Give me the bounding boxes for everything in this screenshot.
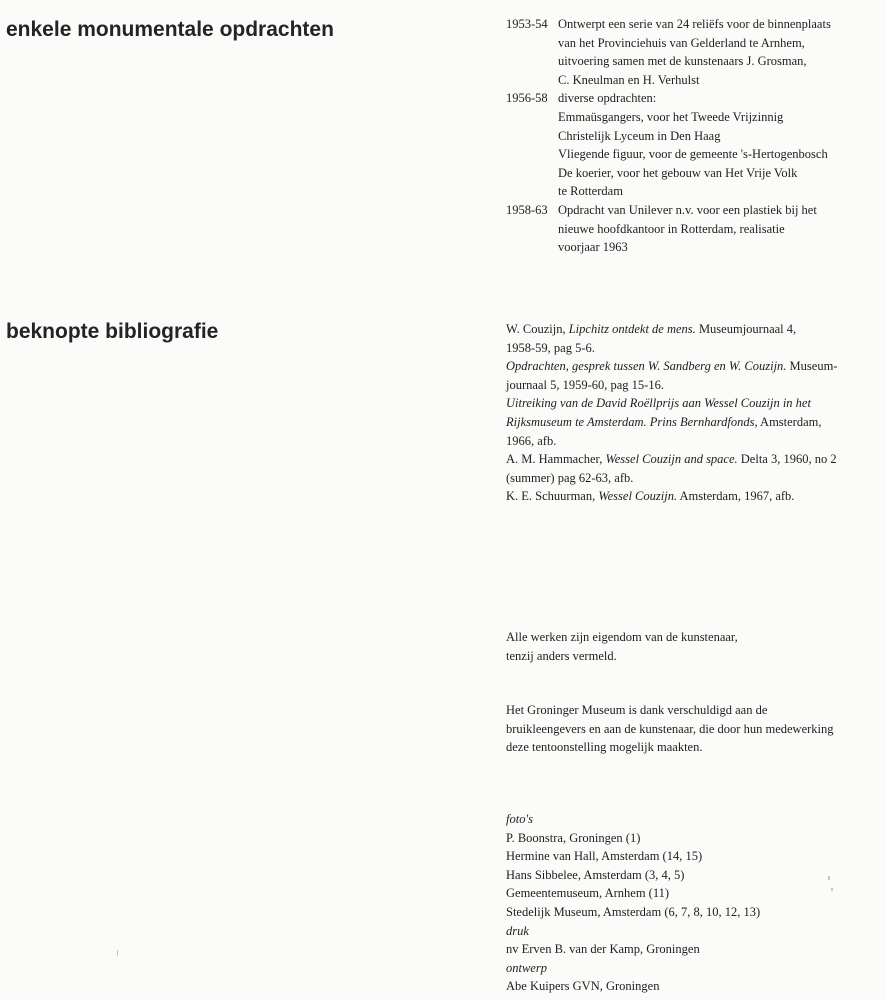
commissions-heading: enkele monumentale opdrachten [6, 18, 334, 41]
bib-source: Museum- [786, 359, 838, 374]
bibliography-list [506, 320, 878, 506]
bibliography-heading: beknopte bibliografie [6, 320, 219, 343]
bib-line: (summer) pag 62-63, afb. [506, 470, 634, 485]
bib-title: Uitreiking van de David Roëllprijs aan Wessel Couzijn in het [506, 396, 811, 411]
bib-author: K. E. Schuurman, [506, 489, 599, 504]
bib-title: Wessel Couzijn and space. [605, 452, 738, 467]
commission-years: 1953-54 [506, 17, 548, 31]
commission-line: van het Provinciehuis van Gelderland te Arnhem, [558, 35, 805, 50]
commission-line: C. Kneulman en H. Verhulst [558, 72, 700, 87]
commission-entry [506, 89, 878, 201]
bibliography-entry [506, 320, 878, 357]
bib-source: Amsterdam, [757, 414, 822, 429]
bib-source: Museumjournaal 4, [695, 322, 797, 336]
commission-line: Vliegende figuur, voor de gemeente 's-Hertogenbosch [558, 147, 828, 162]
commissions-list [506, 15, 878, 257]
photo-credit: Gemeentemuseum, Arnhem (11) [506, 886, 670, 901]
commission-line: nieuwe hoofdkantoor in Rotterdam, realisatie [558, 221, 785, 236]
bib-line: 1958-59, pag 5-6. [506, 340, 595, 355]
ownership-note [506, 628, 878, 665]
paper-speck [117, 950, 118, 956]
print-credit: nv Erven B. van der Kamp, Groningen [506, 942, 700, 957]
commission-line: Opdracht van Unilever n.v. voor een plastiek bij het [558, 202, 817, 217]
design-label: ontwerp [506, 960, 547, 975]
bib-source: Delta 3, 1960, no 2 [737, 452, 837, 467]
commission-years: 1958-63 [506, 202, 548, 217]
paper-speck [828, 876, 830, 880]
bibliography-entry [506, 487, 878, 506]
commission-line: Ontwerpt een serie van 24 reliëfs voor de binnenplaats [558, 17, 831, 31]
print-label: druk [506, 923, 529, 938]
photo-credit: Hans Sibbelee, Amsterdam (3, 4, 5) [506, 867, 685, 882]
commission-line: Emmaüsgangers, voor het Tweede Vrijzinnig [558, 109, 784, 124]
design-credit: Abe Kuipers GVN, Groningen [506, 979, 660, 994]
bib-title: Rijksmuseum te Amsterdam. Prins Bernhardfonds, [506, 414, 758, 429]
note-line: Alle werken zijn eigendom van de kunstenaar, [506, 630, 738, 644]
photo-credit: P. Boonstra, Groningen (1) [506, 830, 641, 845]
bib-author: W. Couzijn, [506, 322, 569, 336]
bib-source: Amsterdam, 1967, afb. [677, 489, 795, 504]
bib-author: A. M. Hammacher, [506, 452, 606, 467]
bib-line: journaal 5, 1959-60, pag 15-16. [506, 377, 664, 392]
commission-line: Christelijk Lyceum in Den Haag [558, 128, 721, 143]
commission-line: voorjaar 1963 [558, 240, 628, 255]
bibliography-entry [506, 394, 878, 450]
bibliography-entry [506, 357, 878, 394]
photo-credit: Hermine van Hall, Amsterdam (14, 15) [506, 849, 703, 864]
photos-label: foto's [506, 812, 533, 826]
bib-title: Wessel Couzijn. [598, 489, 678, 504]
paper-speck [831, 888, 833, 891]
note-line: tenzij anders vermeld. [506, 648, 617, 663]
commission-entry [506, 15, 878, 89]
note-line: Het Groninger Museum is dank verschuldigd aan de [506, 703, 768, 717]
bib-title: Lipchitz ontdekt de mens. [568, 322, 696, 336]
bibliography-entry [506, 450, 878, 487]
commission-line: De koerier, voor het gebouw van Het Vrije Volk [558, 165, 798, 180]
photo-credit: Stedelijk Museum, Amsterdam (6, 7, 8, 10, 12, 13) [506, 904, 761, 919]
bib-line: 1966, afb. [506, 433, 557, 448]
note-line: deze tentoonstelling mogelijk maakten. [506, 740, 703, 755]
commission-years: 1956-58 [506, 91, 548, 106]
credits [506, 810, 878, 996]
commission-line: uitvoering samen met de kunstenaars J. Grosman, [558, 54, 807, 69]
commission-line: te Rotterdam [558, 184, 623, 199]
commission-line: diverse opdrachten: [558, 91, 657, 106]
bib-title: Opdrachten, gesprek tussen W. Sandberg en W. Couzijn. [506, 359, 787, 374]
thanks-note [506, 701, 878, 757]
note-line: bruikleengevers en aan de kunstenaar, die door hun medewerking [506, 721, 834, 736]
commission-entry [506, 201, 878, 257]
